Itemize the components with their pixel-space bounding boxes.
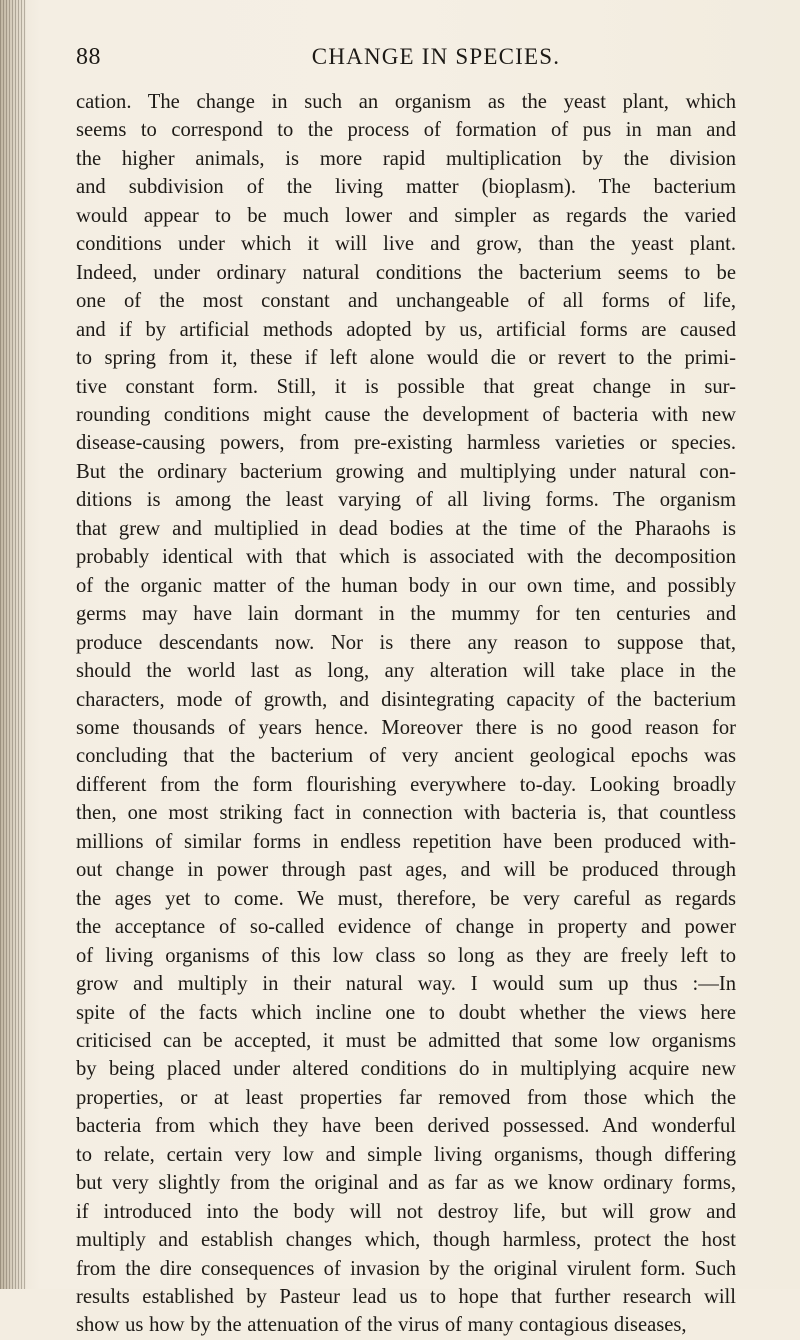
text-line: and subdivision of the living matter (bioplasm). The bacterium: [76, 176, 736, 199]
text-line: disease-causing powers, from pre-existing harmless varieties or species.: [76, 432, 736, 455]
text-line: the ages yet to come. We must, therefore, be very careful as regards: [76, 887, 736, 910]
page-header: [76, 44, 736, 78]
text-line: one of the most constant and unchangeable of all forms of life,: [76, 290, 736, 313]
text-line: characters, mode of growth, and disintegrating capacity of the bacterium: [76, 688, 736, 711]
text-line: cation. The change in such an organism as the yeast plant, which: [76, 91, 736, 113]
text-line: different from the form flourishing everywhere to-day. Looking broadly: [76, 773, 736, 796]
text-line: some thousands of years hence. Moreover there is no good reason for: [76, 716, 736, 739]
text-line: the higher animals, is more rapid multiplication by the division: [76, 147, 736, 170]
text-line: to relate, certain very low and simple living organisms, though differing: [76, 1143, 736, 1166]
text-line: results established by Pasteur lead us to hope that further research will: [76, 1286, 736, 1309]
text-line: from the dire consequences of invasion by the original virulent form. Such: [76, 1257, 736, 1280]
text-line: multiply and establish changes which, though harmless, protect the host: [76, 1229, 736, 1252]
text-line: the acceptance of so-called evidence of change in property and power: [76, 916, 736, 939]
text-line: conditions under which it will live and grow, than the yeast plant.: [76, 233, 736, 256]
text-line: grow and multiply in their natural way. I would sum up thus :—In: [76, 973, 736, 996]
text-line: and if by artificial methods adopted by us, artificial forms are caused: [76, 318, 736, 341]
text-line: properties, or at least properties far removed from those which the: [76, 1086, 736, 1109]
text-line: probably identical with that which is associated with the decomposition: [76, 546, 736, 569]
text-line: germs may have lain dormant in the mummy for ten centuries and: [76, 603, 736, 626]
text-line: spite of the facts which incline one to doubt whether the views here: [76, 1001, 736, 1024]
text-line: by being placed under altered conditions do in multiplying acquire new: [76, 1058, 736, 1081]
text-line: should the world last as long, any alteration will take place in the: [76, 660, 736, 683]
text-line: would appear to be much lower and simpler as regards the varied: [76, 204, 736, 227]
text-line: but very slightly from the original and as far as we know ordinary forms,: [76, 1172, 736, 1195]
text-line: seems to correspond to the process of formation of pus in man and: [76, 119, 736, 142]
text-line: produce descendants now. Nor is there any reason to suppose that,: [76, 631, 736, 654]
text-line: of the organic matter of the human body in our own time, and possibly: [76, 574, 736, 597]
body-text: [76, 88, 736, 1340]
running-head: CHANGE IN SPECIES.: [311, 44, 561, 69]
text-line: Indeed, under ordinary natural conditions the bacterium seems to be: [76, 261, 736, 284]
text-line: if introduced into the body will not destroy life, but will grow and: [76, 1200, 736, 1223]
text-line: tive constant form. Still, it is possible that great change in sur-: [76, 375, 736, 398]
text-line: bacteria from which they have been derived possessed. And wonderful: [76, 1115, 736, 1138]
text-line: that grew and multiplied in dead bodies at the time of the Pharaohs is: [76, 517, 736, 540]
text-line: to spring from it, these if left alone would die or revert to the primi-: [76, 347, 736, 370]
text-line: then, one most striking fact in connection with bacteria is, that countless: [76, 802, 736, 825]
text-line: millions of similar forms in endless repetition have been produced with-: [76, 830, 736, 853]
text-line: out change in power through past ages, and will be produced through: [76, 859, 736, 882]
text-line: concluding that the bacterium of very ancient geological epochs was: [76, 745, 736, 768]
text-line: of living organisms of this low class so long as they are freely left to: [76, 944, 736, 967]
text-line: ditions is among the least varying of all living forms. The organism: [76, 489, 736, 512]
text-line: show us how by the attenuation of the virus of many contagious diseases,: [76, 1314, 687, 1337]
text-line: criticised can be accepted, it must be admitted that some low organisms: [76, 1029, 736, 1052]
book-spine-edge: [0, 0, 26, 1289]
page-number: 88: [76, 44, 101, 70]
text-line: rounding conditions might cause the development of bacteria with new: [76, 403, 736, 426]
text-line: But the ordinary bacterium growing and multiplying under natural con-: [76, 460, 736, 483]
